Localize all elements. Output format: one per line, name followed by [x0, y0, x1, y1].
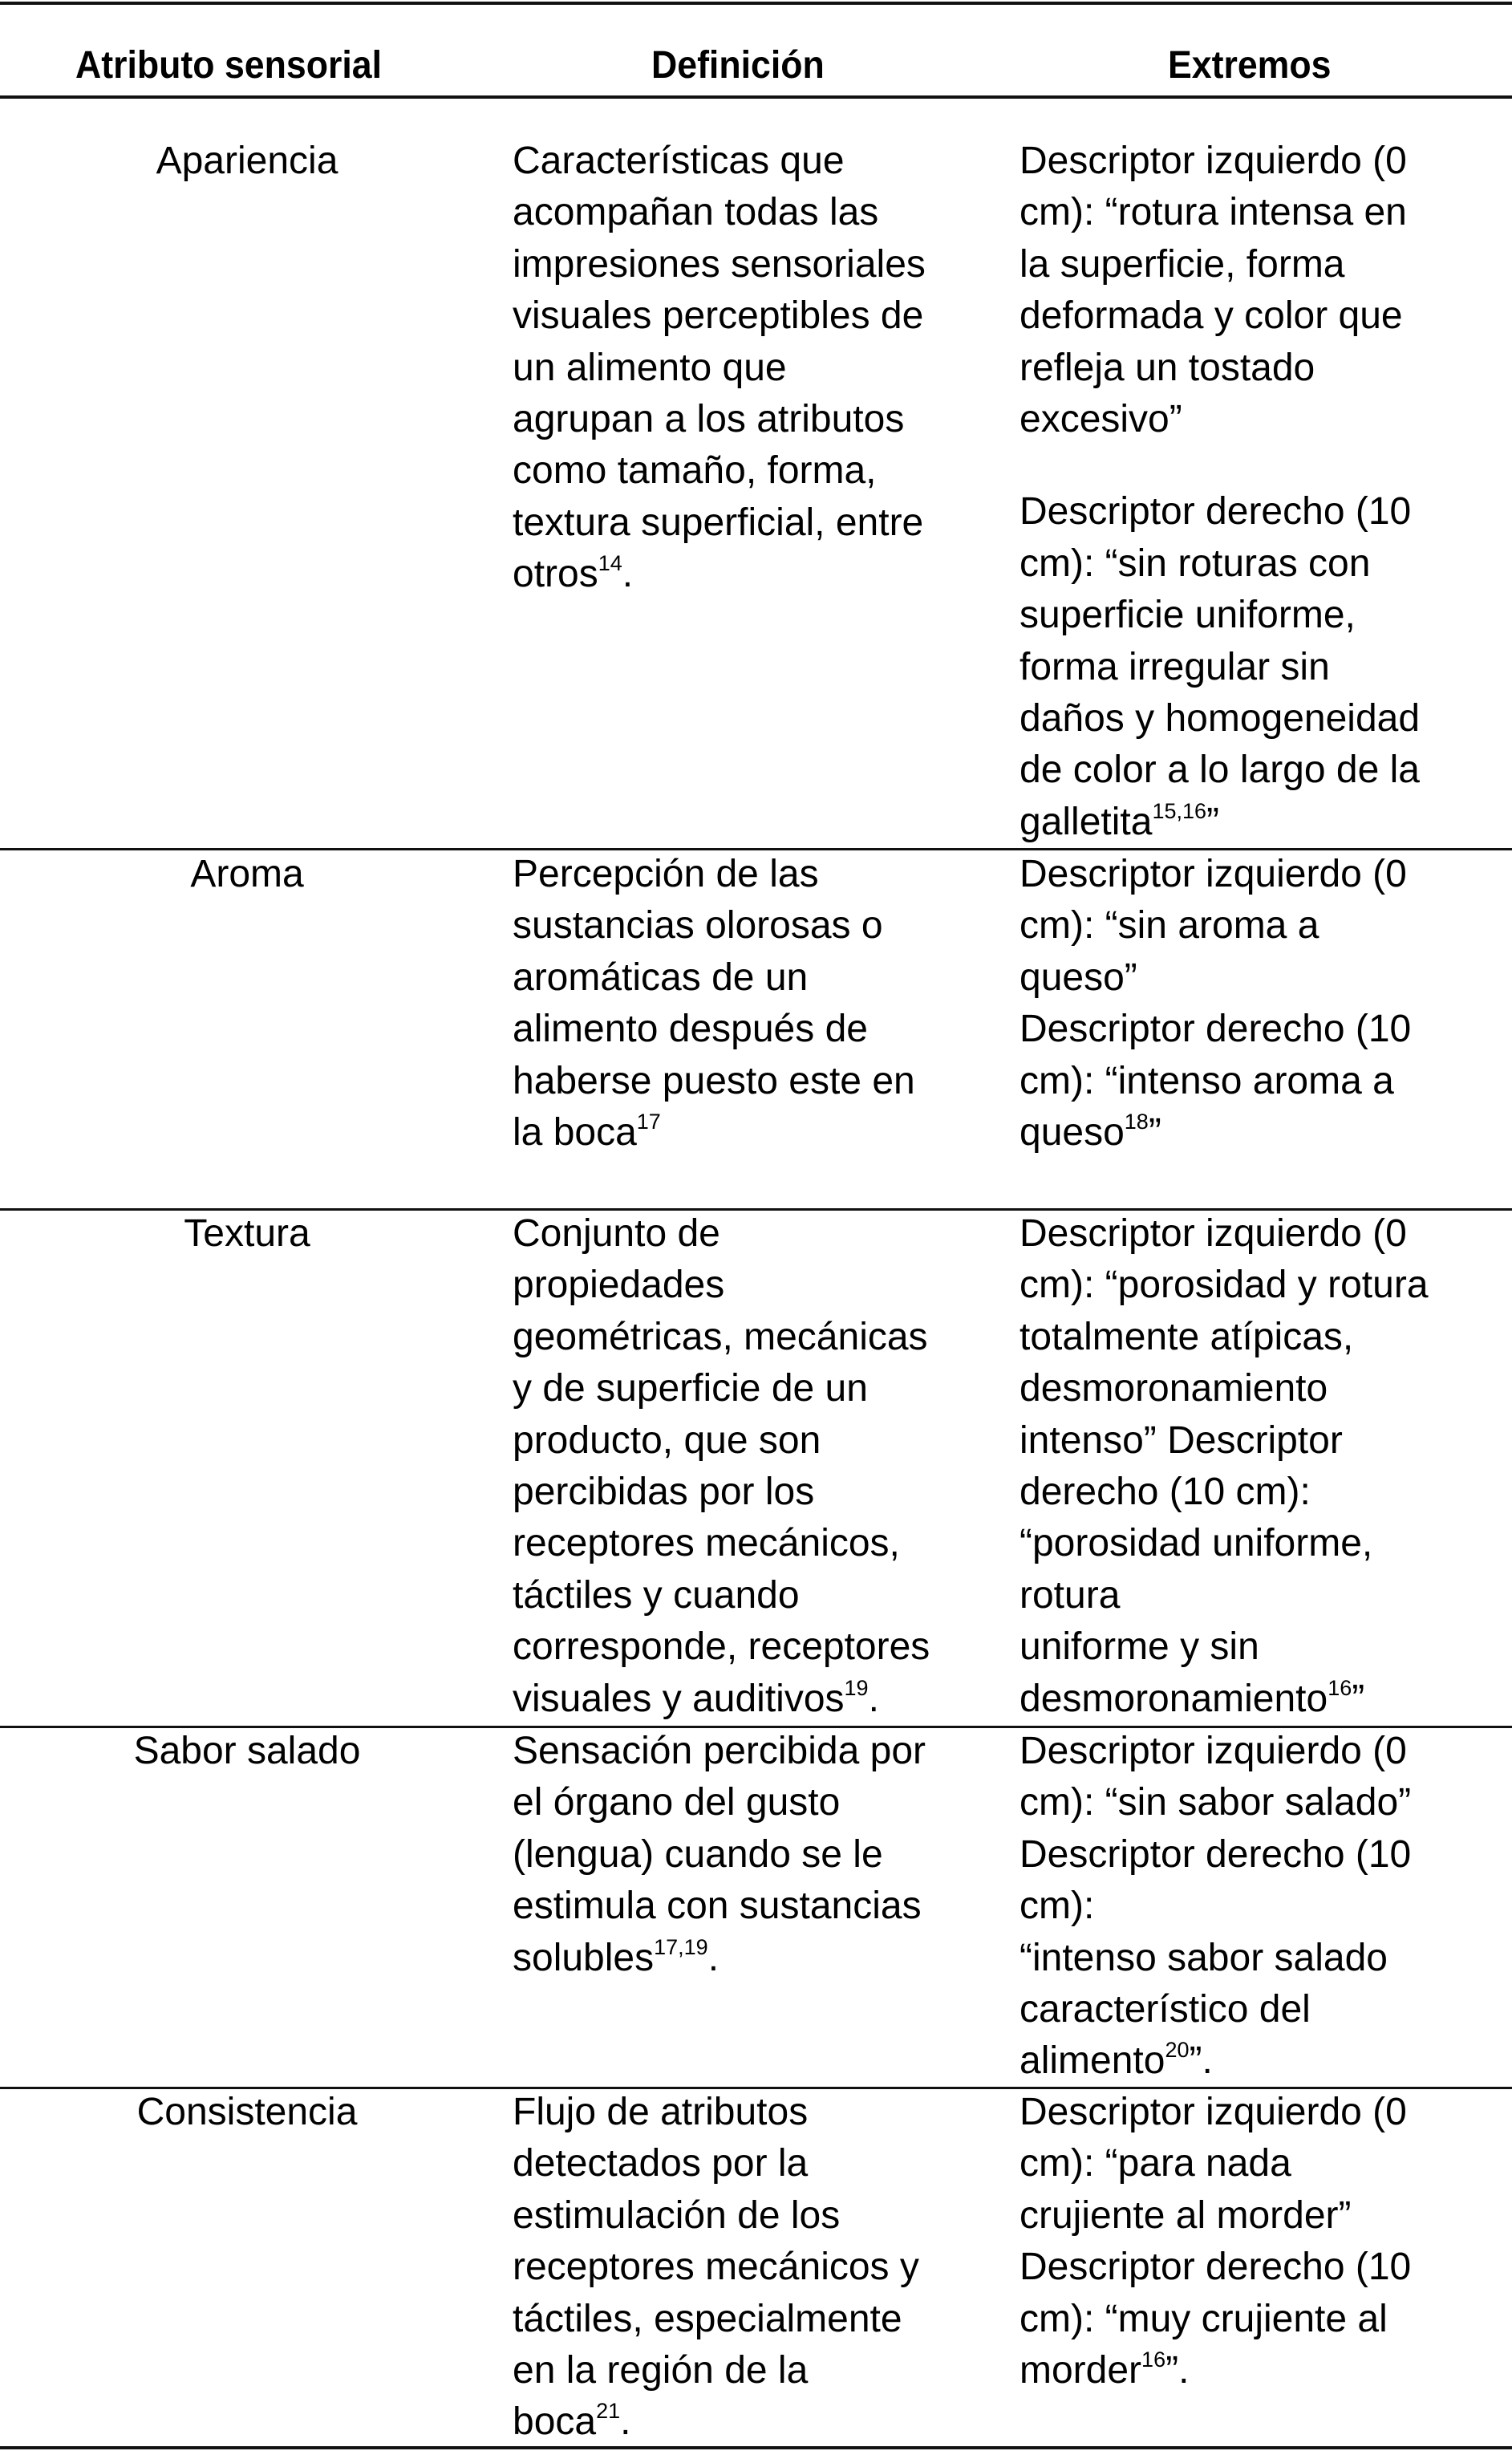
- text-line: [1019, 1467, 1429, 1518]
- citation-superscript: 17,19: [654, 1934, 708, 1959]
- attribute-cell: Sabor salado: [133, 1730, 361, 1772]
- text-line: [1019, 394, 1420, 445]
- text-line: [513, 2345, 919, 2396]
- text-line: [1019, 136, 1420, 187]
- citation-superscript: 20: [1165, 2038, 1190, 2063]
- line-text: sustancias olorosas o: [513, 904, 883, 948]
- line-text: Descriptor derecho (10: [1019, 490, 1412, 534]
- line-text: la superficie, forma: [1019, 242, 1345, 286]
- line-text: Características que: [513, 140, 845, 182]
- line-text: el órgano del gusto: [513, 1781, 841, 1824]
- line-text: solubles: [513, 1936, 655, 1979]
- line-suffix: ”.: [1165, 2349, 1190, 2392]
- line-text: (lengua) cuando se le: [513, 1832, 883, 1876]
- line-text: corresponde, receptores: [513, 1625, 930, 1669]
- text-line: [513, 1107, 915, 1159]
- line-text: boca: [513, 2400, 597, 2444]
- line-text: derecho (10 cm):: [1019, 1471, 1311, 1514]
- text-line: [513, 1004, 915, 1055]
- text-line: [1019, 1933, 1411, 1984]
- citation-superscript: 15,16: [1152, 798, 1207, 823]
- line-text: estimulación de los: [513, 2193, 841, 2237]
- text-line: [513, 1881, 926, 1932]
- extremes-paragraph: [1019, 849, 1411, 1159]
- text-line: [513, 1208, 930, 1260]
- text-line: [1019, 2138, 1411, 2189]
- line-text: táctiles, especialmente: [513, 2297, 902, 2340]
- line-suffix: ”: [1206, 800, 1220, 843]
- line-text: Sensación percibida por: [513, 1730, 926, 1772]
- attribute-cell: Consistencia: [136, 2091, 358, 2133]
- definition-cell: [513, 1726, 926, 1984]
- line-suffix: .: [707, 1936, 720, 1979]
- header-attribute: Atributo sensorial: [75, 44, 382, 87]
- line-text: Descriptor derecho (10: [1019, 1008, 1412, 1051]
- line-text: alimento después de: [513, 1008, 868, 1051]
- text-line: [1019, 538, 1420, 590]
- text-line: [1019, 1056, 1411, 1107]
- text-line: [1019, 1881, 1411, 1932]
- text-line: [1019, 343, 1420, 394]
- line-text: receptores mecánicos,: [513, 1522, 900, 1565]
- line-text: Descriptor derecho (10: [1019, 1832, 1412, 1876]
- extremes-cell: [1019, 2087, 1411, 2396]
- line-text: Flujo de atributos: [513, 2091, 809, 2133]
- extremes-paragraph: [1019, 136, 1420, 445]
- text-line: [513, 849, 915, 900]
- line-text: detectados por la: [513, 2142, 809, 2185]
- line-text: aromáticas de un: [513, 956, 809, 999]
- line-text: percibidas por los: [513, 1471, 815, 1514]
- line-text: excesivo”: [1019, 398, 1182, 441]
- line-suffix: .: [622, 553, 634, 596]
- line-text: textura superficial, entre: [513, 501, 924, 544]
- line-text: Descriptor izquierdo (0: [1019, 140, 1407, 182]
- text-line: [1019, 1107, 1411, 1159]
- text-line: [1019, 2087, 1411, 2138]
- line-text: uniforme y sin: [1019, 1625, 1259, 1669]
- text-line: [513, 394, 926, 445]
- text-line: [1019, 1570, 1429, 1621]
- line-text: la boca: [513, 1111, 637, 1154]
- text-line: [513, 187, 926, 238]
- line-text: cm): “rotura intensa en: [1019, 191, 1407, 234]
- text-line: [513, 2190, 919, 2242]
- text-line: [513, 1829, 926, 1881]
- line-text: táctiles y cuando: [513, 1573, 800, 1617]
- extremes-cell: [1019, 1208, 1429, 1725]
- line-text: haberse puesto este en: [513, 1059, 915, 1102]
- text-line: [1019, 1363, 1429, 1414]
- line-text: Descriptor izquierdo (0: [1019, 2091, 1407, 2133]
- line-suffix: .: [868, 1677, 879, 1720]
- extremes-paragraph: [1019, 2087, 1411, 2396]
- row-divider: [0, 2446, 1512, 2449]
- text-line: [1019, 745, 1420, 796]
- line-text: Percepción de las: [513, 853, 819, 895]
- text-line: [1019, 2242, 1411, 2293]
- text-line: [1019, 900, 1411, 952]
- line-text: cm): “porosidad y rotura: [1019, 1264, 1429, 1307]
- extremes-paragraph: [1019, 1726, 1411, 2088]
- text-line: [513, 2242, 919, 2293]
- line-text: visuales y auditivos: [513, 1677, 845, 1720]
- text-line: [513, 2396, 919, 2448]
- line-text: refleja un tostado: [1019, 346, 1315, 389]
- text-line: [1019, 2035, 1411, 2087]
- text-line: [513, 343, 926, 394]
- text-line: [1019, 952, 1411, 1004]
- paragraph-gap: [1019, 445, 1420, 486]
- line-text: Descriptor izquierdo (0: [1019, 853, 1407, 895]
- text-line: [1019, 1208, 1429, 1260]
- text-line: [1019, 642, 1420, 693]
- line-text: “intenso sabor salado: [1019, 1936, 1388, 1979]
- extremes-cell: [1019, 849, 1411, 1159]
- line-text: Descriptor izquierdo (0: [1019, 1212, 1407, 1255]
- text-line: [1019, 1415, 1429, 1467]
- line-suffix: .: [620, 2400, 631, 2444]
- citation-superscript: 16: [1328, 1675, 1352, 1700]
- attribute-cell: Apariencia: [156, 140, 338, 182]
- text-line: [513, 1518, 930, 1569]
- text-line: [1019, 590, 1420, 641]
- line-text: geométricas, mecánicas: [513, 1315, 928, 1358]
- line-text: galletita: [1019, 800, 1153, 843]
- text-line: [513, 136, 926, 187]
- citation-superscript: 21: [596, 2399, 621, 2424]
- extremes-cell: [1019, 136, 1420, 848]
- line-text: cm): “sin sabor salado”: [1019, 1781, 1412, 1824]
- citation-superscript: 14: [598, 551, 622, 576]
- text-line: [513, 2294, 919, 2345]
- line-text: rotura: [1019, 1573, 1121, 1617]
- text-line: [513, 1570, 930, 1621]
- text-line: [1019, 2345, 1411, 2396]
- text-line: [513, 1260, 930, 1311]
- citation-superscript: 16: [1141, 2347, 1166, 2372]
- line-text: desmoronamiento: [1019, 1677, 1328, 1720]
- line-text: propiedades: [513, 1264, 725, 1307]
- line-text: morder: [1019, 2349, 1142, 2392]
- line-text: como tamaño, forma,: [513, 449, 877, 493]
- text-line: [513, 1056, 915, 1107]
- text-line: [1019, 1518, 1429, 1569]
- line-text: receptores mecánicos y: [513, 2246, 919, 2289]
- line-suffix: ”.: [1189, 2039, 1213, 2083]
- definition-cell: [513, 2087, 919, 2449]
- attribute-cell: Aroma: [190, 853, 304, 895]
- line-text: desmoronamiento: [1019, 1367, 1328, 1410]
- line-text: agrupan a los atributos: [513, 398, 905, 441]
- text-line: [1019, 1312, 1429, 1363]
- text-line: [513, 1674, 930, 1725]
- line-text: cm): “muy crujiente al: [1019, 2297, 1388, 2340]
- text-line: [513, 445, 926, 497]
- text-line: [1019, 1829, 1411, 1881]
- text-line: [513, 900, 915, 952]
- line-suffix: ”: [1148, 1111, 1161, 1154]
- line-text: forma irregular sin: [1019, 645, 1330, 688]
- line-text: estimula con sustancias: [513, 1885, 922, 1928]
- line-text: deformada y color que: [1019, 294, 1403, 338]
- line-text: cm): “intenso aroma a: [1019, 1059, 1394, 1102]
- text-line: [1019, 1777, 1411, 1828]
- text-line: [513, 1726, 926, 1777]
- text-line: [1019, 1984, 1411, 2035]
- text-line: [513, 239, 926, 290]
- line-text: cm): “sin roturas con: [1019, 542, 1371, 585]
- text-line: [1019, 693, 1420, 745]
- text-line: [1019, 1004, 1411, 1055]
- text-line: [513, 1933, 926, 1984]
- attribute-cell: Textura: [184, 1212, 310, 1255]
- definition-cell: [513, 1208, 930, 1725]
- text-line: [1019, 2294, 1411, 2345]
- text-line: [513, 1621, 930, 1673]
- citation-superscript: 19: [844, 1675, 869, 1700]
- line-text: visuales perceptibles de: [513, 294, 924, 338]
- line-text: característico del: [1019, 1988, 1311, 2031]
- text-line: [513, 549, 926, 600]
- text-line: [1019, 290, 1420, 342]
- citation-superscript: 18: [1124, 1110, 1149, 1134]
- line-text: cm):: [1019, 1885, 1095, 1928]
- text-line: [513, 2087, 919, 2138]
- line-suffix: ”: [1352, 1677, 1365, 1720]
- line-text: Descriptor izquierdo (0: [1019, 1730, 1407, 1772]
- text-line: [1019, 187, 1420, 238]
- top-rule: [0, 2, 1512, 5]
- line-text: alimento: [1019, 2039, 1165, 2083]
- extremes-paragraph: [1019, 1208, 1429, 1725]
- text-line: [1019, 849, 1411, 900]
- text-line: [513, 1415, 930, 1467]
- text-line: [1019, 2190, 1411, 2242]
- line-text: producto, que son: [513, 1418, 821, 1462]
- line-text: de color a lo largo de la: [1019, 749, 1420, 792]
- text-line: [513, 952, 915, 1004]
- line-text: acompañan todas las: [513, 191, 879, 234]
- citation-superscript: 17: [636, 1110, 661, 1134]
- header-definition: Definición: [651, 44, 825, 87]
- line-text: Conjunto de: [513, 1212, 720, 1255]
- line-text: intenso” Descriptor: [1019, 1418, 1343, 1462]
- line-text: impresiones sensoriales: [513, 242, 926, 286]
- text-line: [513, 497, 926, 549]
- definition-cell: [513, 849, 915, 1159]
- text-line: [1019, 1674, 1429, 1725]
- text-line: [513, 1777, 926, 1828]
- line-text: superficie uniforme,: [1019, 594, 1356, 637]
- header-extremes: Extremos: [1168, 44, 1332, 87]
- line-text: “porosidad uniforme,: [1019, 1522, 1373, 1565]
- header-rule: [0, 95, 1512, 99]
- text-line: [1019, 1260, 1429, 1311]
- extremes-cell: [1019, 1726, 1411, 2088]
- line-text: otros: [513, 553, 598, 596]
- extremes-paragraph: [1019, 486, 1420, 848]
- line-text: cm): “para nada: [1019, 2142, 1291, 2185]
- definition-cell: [513, 136, 926, 601]
- line-text: y de superficie de un: [513, 1367, 868, 1410]
- text-line: [513, 1467, 930, 1518]
- text-line: [1019, 1726, 1411, 1777]
- line-text: totalmente atípicas,: [1019, 1315, 1354, 1358]
- text-line: [1019, 797, 1420, 848]
- text-line: [513, 1312, 930, 1363]
- line-text: daños y homogeneidad: [1019, 697, 1421, 741]
- text-line: [1019, 486, 1420, 538]
- line-text: cm): “sin aroma a: [1019, 904, 1319, 948]
- line-text: crujiente al morder”: [1019, 2193, 1352, 2237]
- line-text: un alimento que: [513, 346, 787, 389]
- text-line: [513, 1363, 930, 1414]
- line-text: Descriptor derecho (10: [1019, 2246, 1412, 2289]
- line-text: queso”: [1019, 956, 1137, 999]
- text-line: [513, 2138, 919, 2189]
- text-line: [1019, 1621, 1429, 1673]
- text-line: [1019, 239, 1420, 290]
- line-text: queso: [1019, 1111, 1125, 1154]
- text-line: [513, 290, 926, 342]
- line-text: en la región de la: [513, 2349, 809, 2392]
